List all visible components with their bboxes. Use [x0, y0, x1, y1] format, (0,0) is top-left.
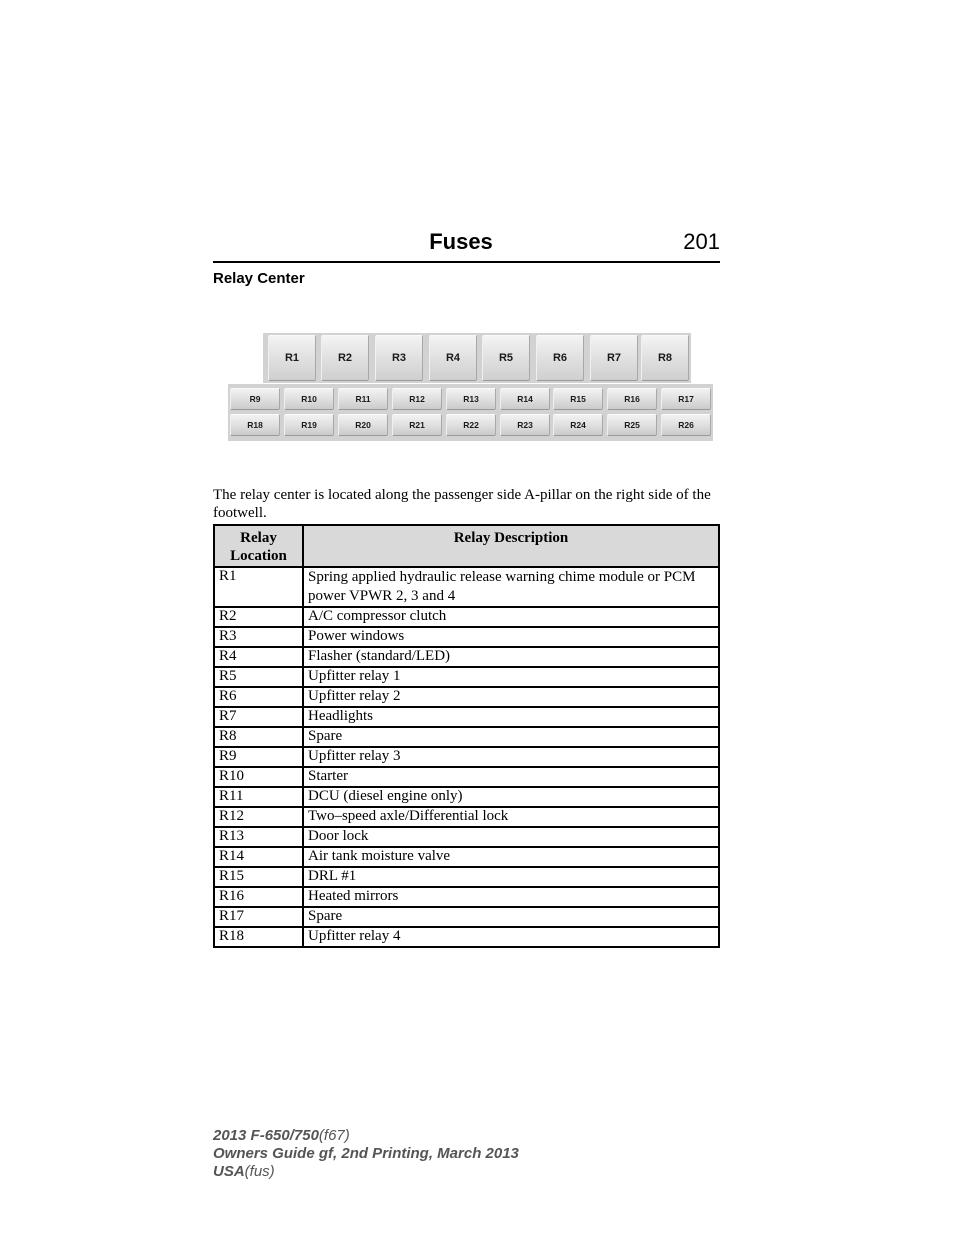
relay-row-top — [263, 333, 691, 383]
table-row — [214, 807, 719, 827]
relay-location: R4 — [214, 647, 303, 667]
footer-line-1 — [213, 1127, 519, 1145]
table-row — [214, 667, 719, 687]
relay-r10: R10 — [284, 388, 334, 410]
header-location-line2: Location — [230, 548, 287, 564]
relay-description: Spare — [303, 727, 719, 747]
table-row — [214, 707, 719, 727]
table-row — [214, 907, 719, 927]
relay-r20: R20 — [338, 414, 388, 436]
relay-r22: R22 — [446, 414, 496, 436]
table-row — [214, 887, 719, 907]
relay-description: DRL #1 — [303, 867, 719, 887]
relay-description: Spring applied hydraulic release warning chime module or PCM power VPWR 2, 3 and 4 — [303, 567, 719, 607]
relay-description: Upfitter relay 4 — [303, 927, 719, 947]
relay-location: R3 — [214, 627, 303, 647]
page-footer — [213, 1127, 519, 1181]
relay-r6: R6 — [536, 335, 584, 381]
table-row — [214, 627, 719, 647]
relay-description: Upfitter relay 3 — [303, 747, 719, 767]
relay-description: Upfitter relay 2 — [303, 687, 719, 707]
footer-line-2: Owners Guide gf, 2nd Printing, March 2013 — [213, 1145, 519, 1162]
relay-location: R1 — [214, 567, 303, 607]
relay-r9: R9 — [230, 388, 280, 410]
footer-market-code: (fus) — [244, 1163, 275, 1180]
footer-model-code: (f67) — [318, 1127, 350, 1144]
table-row — [214, 847, 719, 867]
relay-description: A/C compressor clutch — [303, 607, 719, 627]
relay-r13: R13 — [446, 388, 496, 410]
relay-description: Headlights — [303, 707, 719, 727]
relay-r1: R1 — [268, 335, 316, 381]
table-row — [214, 607, 719, 627]
relay-location: R11 — [214, 787, 303, 807]
relay-r24: R24 — [553, 414, 603, 436]
relay-location: R6 — [214, 687, 303, 707]
relay-location: R5 — [214, 667, 303, 687]
table-row — [214, 747, 719, 767]
table-row — [214, 727, 719, 747]
relay-r15: R15 — [553, 388, 603, 410]
relay-rows-bottom — [228, 384, 713, 441]
table-row — [214, 867, 719, 887]
relay-r16: R16 — [607, 388, 657, 410]
relay-location: R2 — [214, 607, 303, 627]
relay-r21: R21 — [392, 414, 442, 436]
intro-paragraph: The relay center is located along the passenger side A-pillar on the right side of the footwell. — [213, 487, 711, 521]
table-row — [214, 787, 719, 807]
table-row — [214, 827, 719, 847]
section-heading: Relay Center — [213, 270, 305, 287]
relay-location: R17 — [214, 907, 303, 927]
page-number: 201 — [683, 229, 720, 254]
relay-location: R12 — [214, 807, 303, 827]
header-relay-location — [214, 525, 303, 567]
relay-r8: R8 — [641, 335, 689, 381]
relay-r19: R19 — [284, 414, 334, 436]
footer-model: 2013 F-650/750 — [213, 1127, 319, 1144]
header-title: Fuses — [429, 229, 493, 254]
relay-r2: R2 — [321, 335, 369, 381]
relay-location: R14 — [214, 847, 303, 867]
relay-table — [213, 524, 720, 948]
relay-description: Upfitter relay 1 — [303, 667, 719, 687]
relay-r14: R14 — [500, 388, 550, 410]
relay-r12: R12 — [392, 388, 442, 410]
relay-center-diagram — [228, 333, 713, 441]
table-row — [214, 687, 719, 707]
relay-description: Power windows — [303, 627, 719, 647]
table-row — [214, 927, 719, 947]
relay-location: R8 — [214, 727, 303, 747]
footer-market: USA — [213, 1163, 245, 1180]
relay-r4: R4 — [429, 335, 477, 381]
table-row — [214, 567, 719, 607]
relay-description: Two–speed axle/Differential lock — [303, 807, 719, 827]
relay-r18: R18 — [230, 414, 280, 436]
relay-location: R16 — [214, 887, 303, 907]
relay-description: Door lock — [303, 827, 719, 847]
header-relay-description: Relay Description — [303, 525, 719, 567]
relay-location: R9 — [214, 747, 303, 767]
relay-r25: R25 — [607, 414, 657, 436]
relay-r3: R3 — [375, 335, 423, 381]
relay-r11: R11 — [338, 388, 388, 410]
page-header — [213, 229, 720, 263]
header-location-line1: Relay — [240, 530, 277, 546]
relay-location: R13 — [214, 827, 303, 847]
relay-r17: R17 — [661, 388, 711, 410]
table-row — [214, 767, 719, 787]
relay-r7: R7 — [590, 335, 638, 381]
table-row — [214, 647, 719, 667]
relay-description: Heated mirrors — [303, 887, 719, 907]
relay-location: R10 — [214, 767, 303, 787]
relay-description: Air tank moisture valve — [303, 847, 719, 867]
table-header-row — [214, 525, 719, 567]
relay-location: R7 — [214, 707, 303, 727]
relay-r23: R23 — [500, 414, 550, 436]
relay-location: R18 — [214, 927, 303, 947]
footer-line-3 — [213, 1163, 519, 1181]
relay-location: R15 — [214, 867, 303, 887]
relay-description: DCU (diesel engine only) — [303, 787, 719, 807]
relay-r5: R5 — [482, 335, 530, 381]
relay-r26: R26 — [661, 414, 711, 436]
relay-description: Starter — [303, 767, 719, 787]
relay-description: Spare — [303, 907, 719, 927]
relay-description: Flasher (standard/LED) — [303, 647, 719, 667]
